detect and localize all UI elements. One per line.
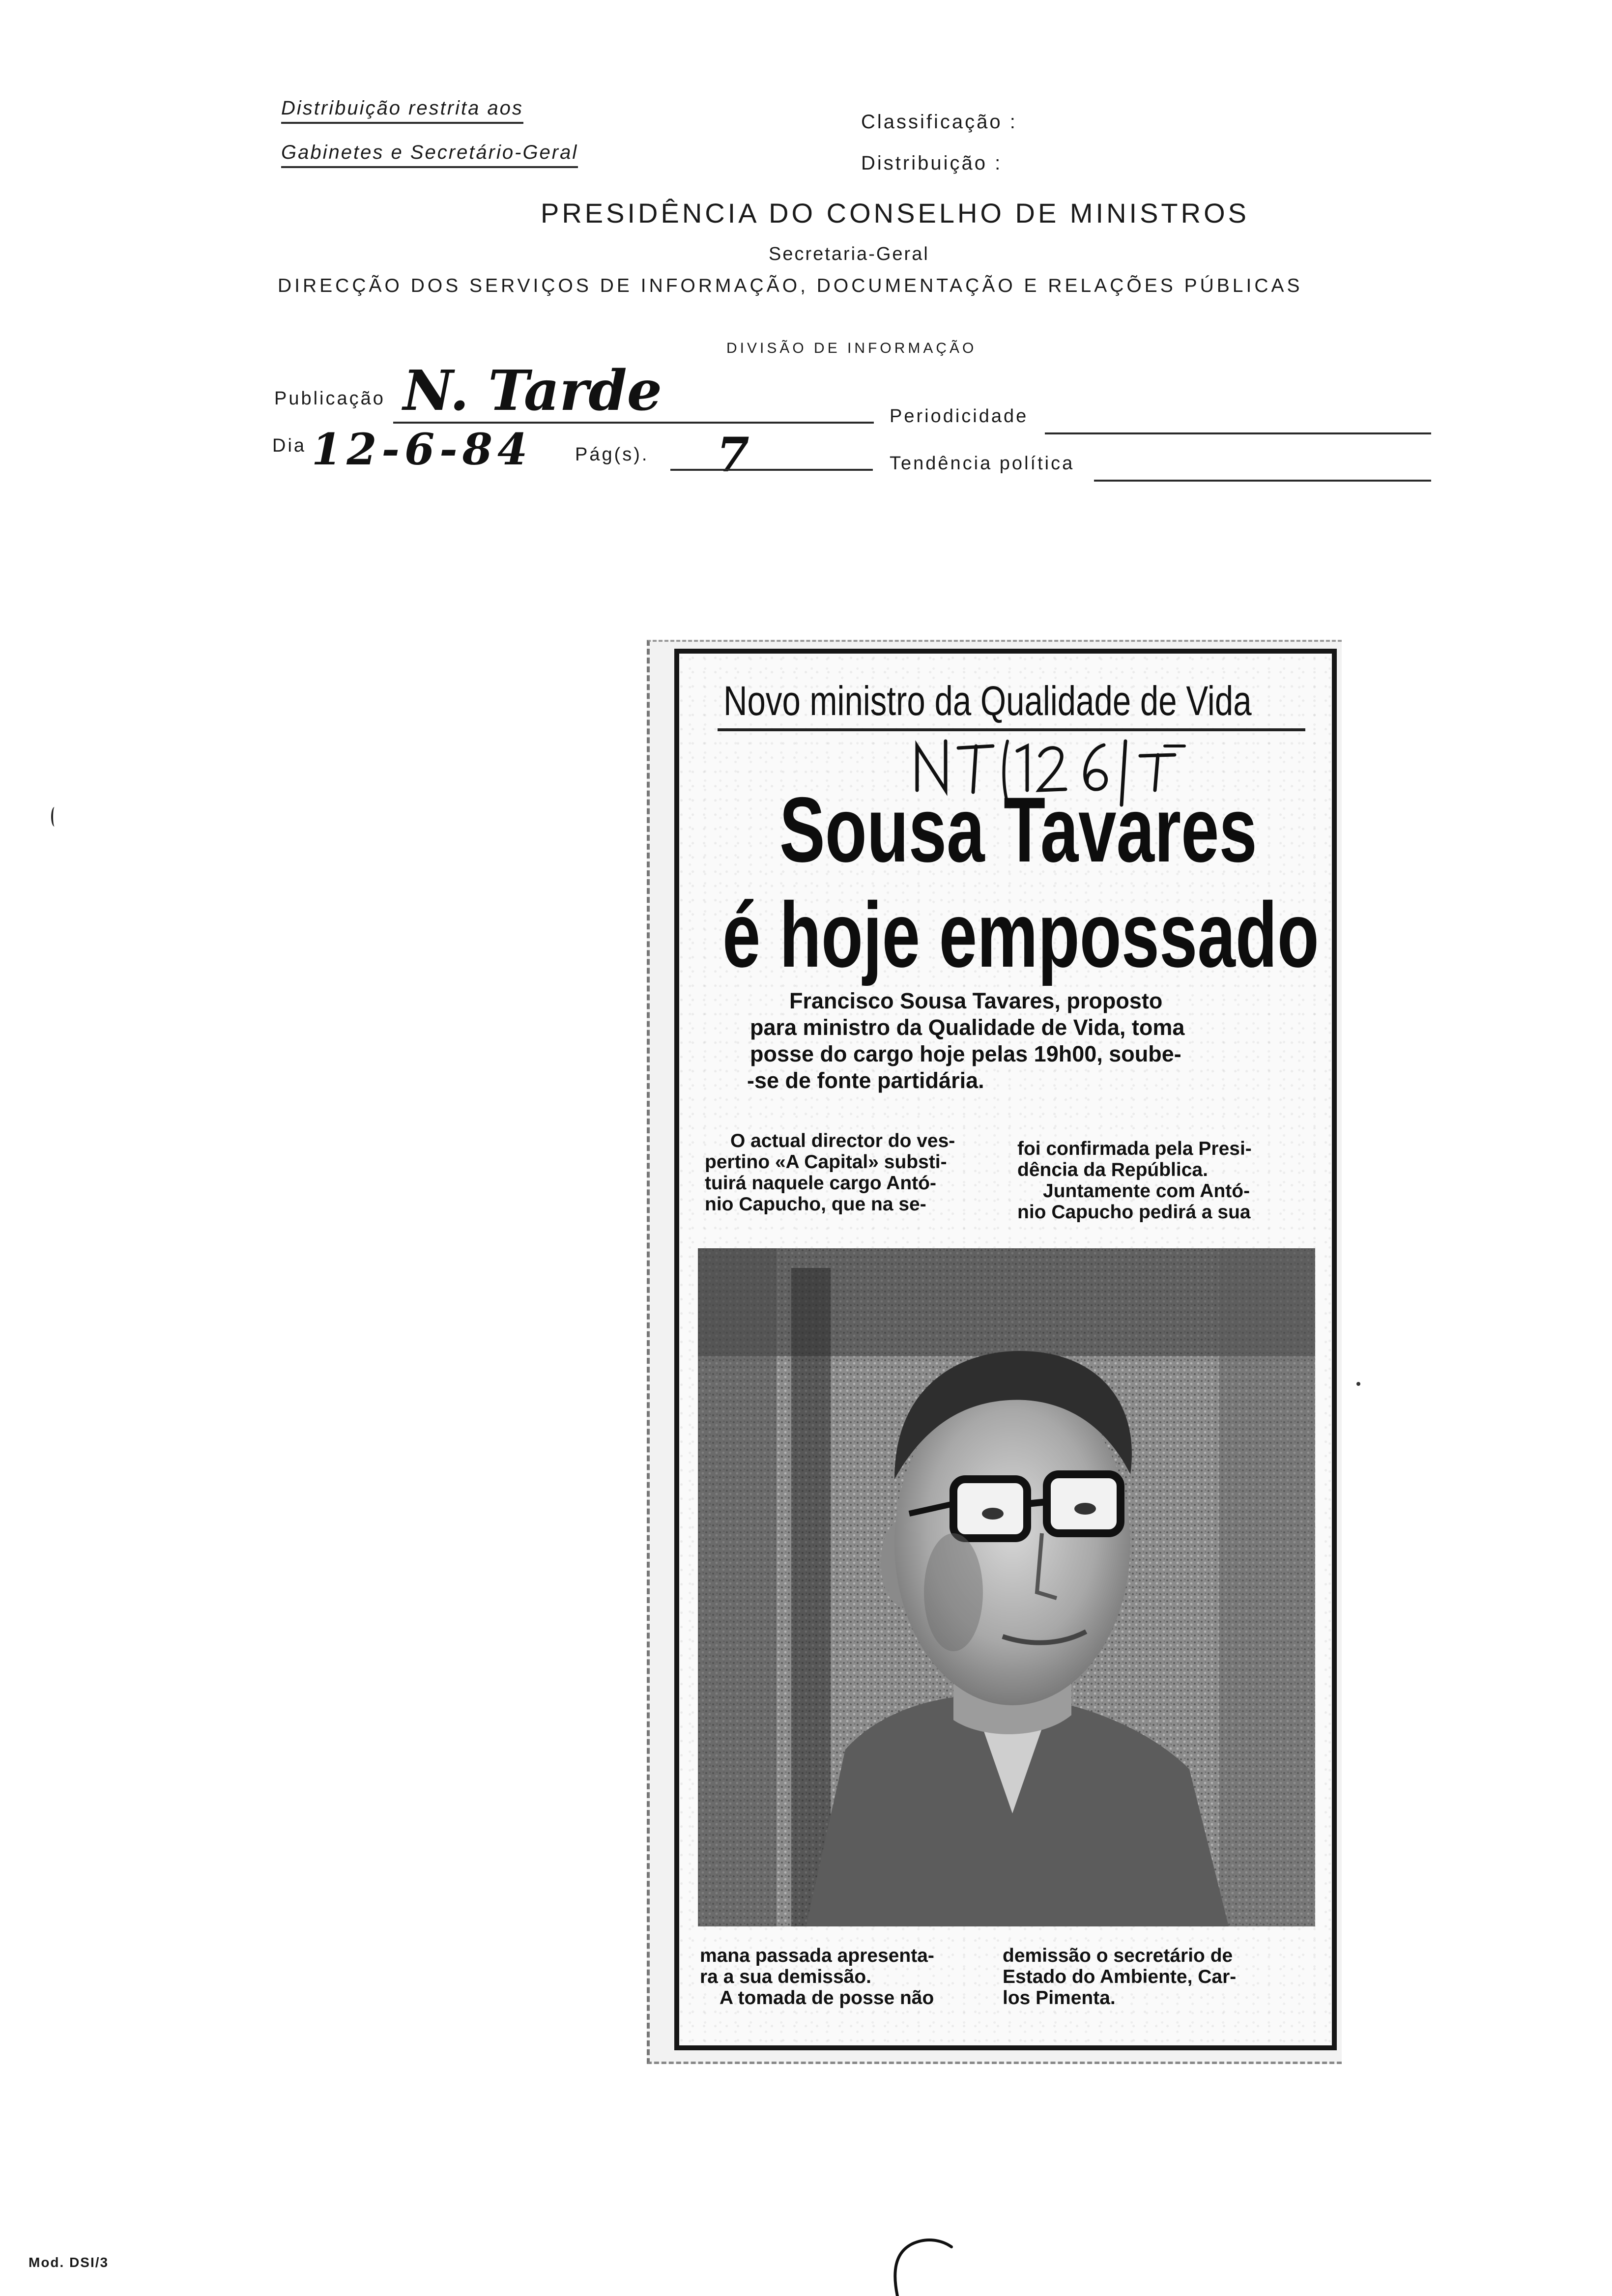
col2-bottom-line-1: demissão o secretário de [1003,1945,1233,1966]
restricted-distribution-line-2 [281,143,578,162]
column-1-bottom [700,1945,934,2009]
lead-line-2: para ministro da Qualidade de Vida, toma [750,1015,1185,1040]
col1-top-line-1: O actual director do ves- [730,1130,955,1151]
lead-line-4: -se de fonte partidária. [747,1068,984,1093]
bottom-pen-mark [888,2233,956,2296]
col1-top-line-4: nio Capucho, que na se- [705,1194,926,1215]
restricted-line-2-underline [281,166,578,168]
periodicidade-line [1045,432,1431,434]
headline-line-1: Sousa Tavares [779,778,1257,881]
periodicidade-label: Periodicidade [890,406,1029,427]
col1-bottom-line-2: ra a sua demissão. [700,1966,872,1987]
model-code: Mod. DSI/3 [29,2255,109,2270]
headline-line-2: é hoje empossado [722,883,1319,986]
divisao-informacao: DIVISÃO DE INFORMAÇÃO [726,340,977,356]
col2-top-line-3: Juntamente com Antó- [1043,1180,1250,1202]
dia-label: Dia [272,435,307,456]
portrait-photo [698,1248,1315,1926]
restricted-line-1-text: Distribuição restrita aos [281,97,523,119]
col1-bottom-line-3: A tomada de posse não [720,1987,934,2009]
tendencia-label: Tendência política [890,453,1075,474]
tendencia-line [1094,480,1431,482]
pags-label: Pág(s). [575,444,649,465]
column-1-top [705,1130,955,1215]
dia-value: 12-6-84 [312,424,533,475]
secretaria-geral: Secretaria-Geral [769,244,929,264]
presidencia-title: PRESIDÊNCIA DO CONSELHO DE MINISTROS [541,198,1249,229]
distribuicao-label: Distribuição : [861,152,1003,174]
col2-top-line-4: nio Capucho pedirá a sua [1017,1202,1251,1223]
col2-bottom-line-3: los Pimenta. [1003,1987,1116,2009]
pags-line [670,469,873,471]
col1-top-line-2: pertino «A Capital» substi- [705,1151,947,1173]
lead-paragraph [716,988,1320,1094]
column-2-top [1017,1138,1252,1223]
restricted-line-1-underline [281,122,523,124]
col2-bottom-line-2: Estado do Ambiente, Car- [1003,1966,1237,1987]
margin-mark [51,807,58,827]
col1-bottom-line-1: mana passada apresenta- [700,1945,934,1966]
col1-top-line-3: tuirá naquele cargo Antó- [705,1173,936,1194]
publicacao-label: Publicação [274,388,385,409]
clipping-kicker: Novo ministro da Qualidade de Vida [723,678,1252,724]
column-2-bottom [1003,1945,1236,2009]
pags-value: 7 [717,427,749,483]
publicacao-value: N. Tarde [403,359,662,423]
col2-top-line-2: dência da República. [1017,1159,1208,1180]
restricted-line-2-text: Gabinetes e Secretário-Geral [281,142,578,163]
lead-line-3: posse do cargo hoje pelas 19h00, soube- [750,1041,1181,1066]
col2-top-line-1: foi confirmada pela Presi- [1017,1138,1252,1159]
restricted-distribution-line-1 [281,98,523,118]
portrait-illustration [698,1248,1315,1926]
margin-dot [1356,1382,1360,1386]
classificacao-label: Classificação : [861,111,1017,133]
lead-line-1: Francisco Sousa Tavares, proposto [789,988,1163,1013]
direccao-servicos: DIRECÇÃO DOS SERVIÇOS DE INFORMAÇÃO, DOCUMENTAÇÃO E RELAÇÕES PÚBLICAS [278,275,1303,296]
